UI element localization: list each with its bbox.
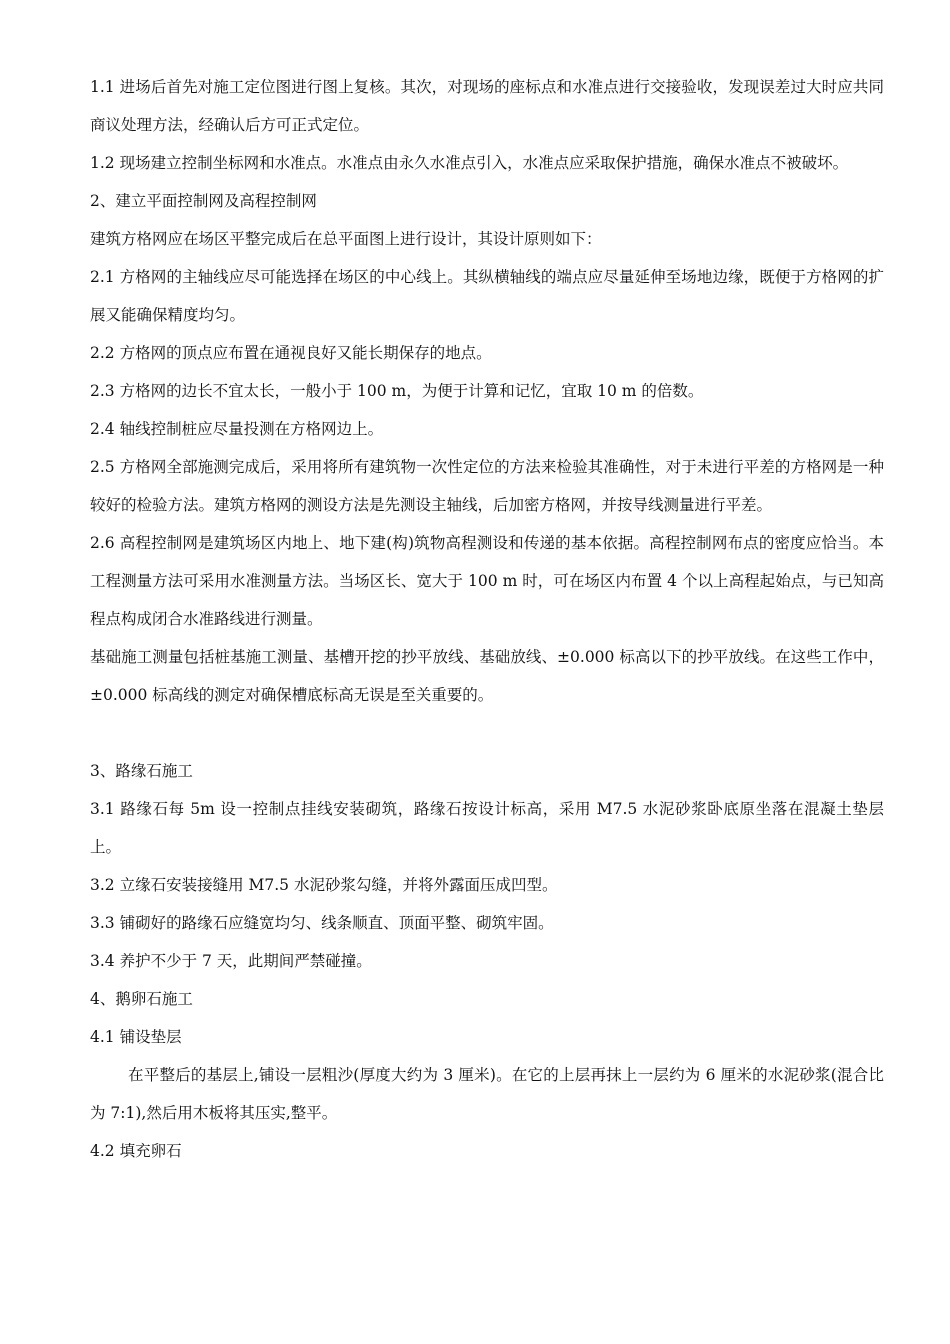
- paragraph-2-2: 2.2 方格网的顶点应布置在通视良好又能长期保存的地点。: [90, 344, 492, 362]
- section-heading-3: 3、路缘石施工: [90, 762, 193, 780]
- paragraph-2-4: 2.4 轴线控制桩应尽量投测在方格网边上。: [90, 420, 384, 438]
- subheading-4-1: 4.1 铺设垫层: [90, 1028, 182, 1046]
- paragraph-3-1: 3.1 路缘石每 5m 设一控制点挂线安装砌筑，路缘石按设计标高，采用 M7.5 水泥砂浆卧底原坐落在混凝土垫层上。: [90, 800, 884, 856]
- paragraph-3-2: 3.2 立缘石安装接缝用 M7.5 水泥砂浆勾缝，并将外露面压成凹型。: [90, 876, 558, 894]
- section-heading-2: 2、建立平面控制网及高程控制网: [90, 192, 317, 210]
- paragraph-4-1-body: 在平整后的基层上,铺设一层粗沙(厚度大约为 3 厘米)。在它的上层再抹上一层约为 6 厘米的水泥砂浆(混合比为 7:1),然后用木板将其压实,整平。: [90, 1066, 884, 1122]
- paragraph-1-1: 1.1 进场后首先对施工定位图进行图上复核。其次，对现场的座标点和水准点进行交接验收，发现误差过大时应共同商议处理方法，经确认后方可正式定位。: [90, 78, 884, 134]
- subheading-4-2: 4.2 填充卵石: [90, 1142, 182, 1160]
- section-heading-4: 4、鹅卵石施工: [90, 990, 193, 1008]
- paragraph-foundation-survey: 基础施工测量包括桩基施工测量、基槽开挖的抄平放线、基础放线、±0.000 标高以下的抄平放线。在这些工作中，±0.000 标高线的测定对确保槽底标高无误是至关重要的。: [90, 648, 884, 704]
- paragraph-2-1: 2.1 方格网的主轴线应尽可能选择在场区的中心线上。其纵横轴线的端点应尽量延伸至场地边缘，既便于方格网的扩展又能确保精度均匀。: [90, 268, 884, 324]
- document-page: [90, 68, 884, 1170]
- paragraph-grid-intro: 建筑方格网应在场区平整完成后在总平面图上进行设计，其设计原则如下：: [90, 230, 602, 248]
- paragraph-3-4: 3.4 养护不少于 7 天，此期间严禁碰撞。: [90, 952, 372, 970]
- paragraph-2-3: 2.3 方格网的边长不宜太长，一般小于 100 m，为便于计算和记忆，宜取 10 m 的倍数。: [90, 382, 704, 400]
- paragraph-2-5: 2.5 方格网全部施测完成后，采用将所有建筑物一次性定位的方法来检验其准确性，对于未进行平差的方格网是一种较好的检验方法。建筑方格网的测设方法是先测设主轴线，后加密方格网，并按导线测量进行平差。: [90, 458, 884, 514]
- paragraph-1-2: 1.2 现场建立控制坐标网和水准点。水准点由永久水准点引入，水准点应采取保护措施，确保水准点不被破坏。: [90, 154, 849, 172]
- paragraph-2-6: 2.6 高程控制网是建筑场区内地上、地下建(构)筑物高程测设和传递的基本依据。高程控制网布点的密度应恰当。本工程测量方法可采用水准测量方法。当场区长、宽大于 100 m 时，可在场区内布置 4 个以上高程起始点，与已知高程点构成闭合水准路线进行测量。: [90, 534, 884, 628]
- paragraph-3-3: 3.3 铺砌好的路缘石应缝宽均匀、线条顺直、顶面平整、砌筑牢固。: [90, 914, 554, 932]
- blank-line: [90, 714, 884, 752]
